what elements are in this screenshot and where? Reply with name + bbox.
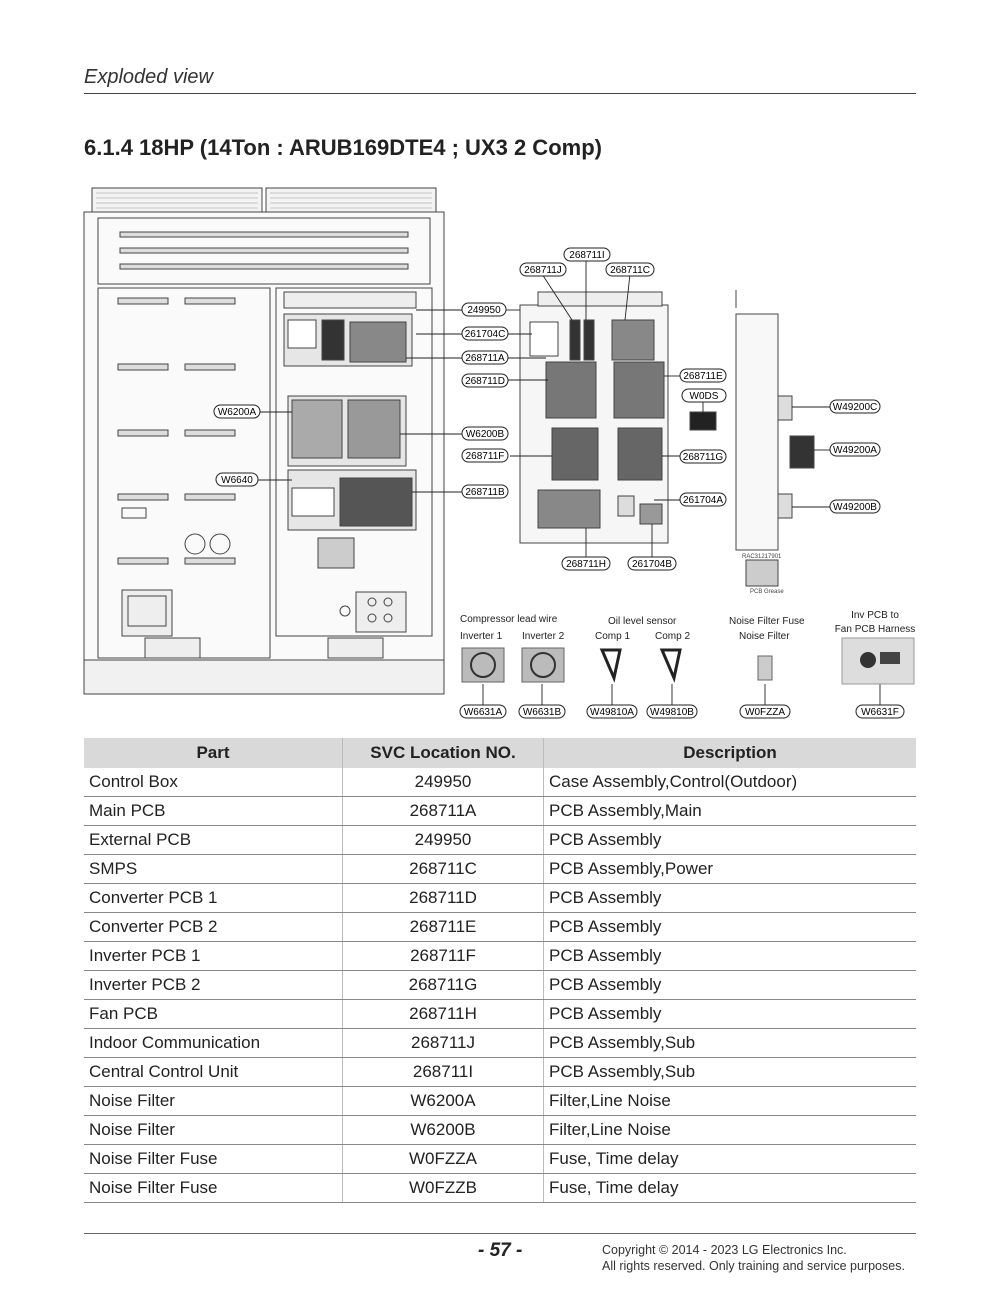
svc-location-cell: 268711E [343,913,544,942]
part-cell: Converter PCB 1 [84,884,343,913]
svg-text:W6631F: W6631F [861,707,899,718]
callout-W49200B [830,500,880,513]
part-cell: External PCB [84,826,343,855]
copyright-notice [602,1242,905,1274]
callout-W49200C [830,400,880,413]
callout-W6631F [856,705,904,718]
callout-W0DS [682,389,726,402]
inv-pcb-harness-label-1: Inv PCB to [851,610,899,621]
table-row [84,855,916,884]
svg-text:268711B: 268711B [465,487,505,498]
column-header-part: Part [84,738,343,768]
svc-location-cell: 249950 [343,826,544,855]
description-cell: Case Assembly,Control(Outdoor) [544,768,917,797]
callout-268711G [680,450,726,463]
table-row [84,768,916,797]
callout-249950 [462,303,506,316]
part-cell: Noise Filter [84,1116,343,1145]
table-row [84,797,916,826]
svc-location-cell: 268711C [343,855,544,884]
callout-W6640 [216,473,258,486]
callout-W6631A [460,705,506,718]
section-header: Exploded view [84,66,213,88]
callout-W0FZZA [740,705,790,718]
callout-268711C [606,263,654,276]
callout-261704A [680,493,726,506]
description-cell: Fuse, Time delay [544,1174,917,1203]
description-cell: PCB Assembly,Power [544,855,917,884]
table-row [84,1174,916,1203]
column-header-description: Description [544,738,917,768]
svg-text:W49810B: W49810B [650,707,694,718]
part-cell: Central Control Unit [84,1058,343,1087]
part-cell: Main PCB [84,797,343,826]
svc-location-cell: 268711F [343,942,544,971]
copyright-line-2: All rights reserved. Only training and service purposes. [602,1259,905,1273]
svg-text:W6640: W6640 [221,475,253,486]
description-cell: PCB Assembly,Main [544,797,917,826]
table-row [84,1058,916,1087]
part-cell: Control Box [84,768,343,797]
table-row [84,826,916,855]
part-cell: SMPS [84,855,343,884]
svc-location-cell: 268711A [343,797,544,826]
svc-location-cell: W6200B [343,1116,544,1145]
svg-text:268711I: 268711I [569,250,605,261]
comp2-label: Comp 2 [655,631,691,642]
part-cell: Noise Filter Fuse [84,1145,343,1174]
table-row [84,971,916,1000]
copyright-line-1: Copyright © 2014 - 2023 LG Electronics Inc. [602,1243,847,1257]
callout-268711F [462,449,508,462]
svg-text:268711J: 268711J [524,265,562,276]
svg-text:W49200A: W49200A [833,445,877,456]
description-cell: PCB Assembly [544,913,917,942]
description-cell: PCB Assembly [544,1000,917,1029]
svc-location-cell: 268711D [343,884,544,913]
svg-text:W6200A: W6200A [217,407,257,418]
oil-level-sensor-label: Oil level sensor [608,616,677,627]
page-title: 6.1.4 18HP (14Ton : ARUB169DTE4 ; UX3 2 Comp) [84,135,602,160]
svg-text:W6631A: W6631A [463,707,503,718]
inverter2-label: Inverter 2 [522,631,565,642]
svg-text:268711G: 268711G [682,452,724,463]
table-row [84,1116,916,1145]
svc-location-cell: 268711G [343,971,544,1000]
part-cell: Noise Filter Fuse [84,1174,343,1203]
svg-text:268711A: 268711A [465,353,505,364]
pcb-grease-label: PCB Grease [750,589,784,595]
description-cell: PCB Assembly,Sub [544,1029,917,1058]
part-cell: Indoor Communication [84,1029,343,1058]
svg-text:261704A: 261704A [682,495,724,506]
parts-table [84,738,916,1203]
part-cell: Inverter PCB 2 [84,971,343,1000]
callout-268711J [520,263,566,276]
description-cell: PCB Assembly,Sub [544,1058,917,1087]
callout-268711D [462,374,508,387]
svg-text:W49810A: W49810A [590,707,634,718]
description-cell: Fuse, Time delay [544,1145,917,1174]
svg-text:268711H: 268711H [566,559,606,570]
svc-location-cell: 268711H [343,1000,544,1029]
table-row [84,1029,916,1058]
callout-268711B [462,485,508,498]
svg-text:W6631B: W6631B [522,707,562,718]
callout-W49810B [647,705,697,718]
outdoor-unit-drawing [84,188,444,694]
description-cell: Filter,Line Noise [544,1087,917,1116]
noise-filter-label: Noise Filter [739,631,790,642]
comp1-label: Comp 1 [595,631,631,642]
table-row [84,1000,916,1029]
svg-text:261704B: 261704B [631,559,673,570]
accessory-images [462,638,914,684]
noise-filter-fuse-label: Noise Filter Fuse [729,616,805,627]
svg-text:268711D: 268711D [465,376,505,387]
svc-location-cell: W0FZZB [343,1174,544,1203]
part-cell: Inverter PCB 1 [84,942,343,971]
table-row [84,913,916,942]
svc-location-cell: 268711I [343,1058,544,1087]
svg-text:W6200B: W6200B [465,429,505,440]
callout-W49810A [587,705,637,718]
grease-code-label: RAC31217901 [742,554,782,560]
side-panel-drawing [736,290,814,586]
svg-text:268711E: 268711E [683,371,723,382]
column-header-svc-location: SVC Location NO. [343,738,544,768]
callout-W6631B [519,705,565,718]
accessory-labels [460,610,915,642]
inv-pcb-harness-label-2: Fan PCB Harness [834,624,916,635]
svg-text:W49200B: W49200B [833,502,877,513]
table-header-row [84,738,916,768]
description-cell: PCB Assembly [544,826,917,855]
compressor-lead-wire-label: Compressor lead wire [460,614,558,625]
callout-261704C [462,327,508,340]
part-cell: Noise Filter [84,1087,343,1116]
callout-W49200A [830,443,880,456]
table-row [84,942,916,971]
svg-text:268711C: 268711C [610,265,650,276]
page-number: - 57 - [478,1240,523,1261]
svg-text:W49200C: W49200C [832,402,878,413]
table-row [84,1087,916,1116]
callout-W6200A [214,405,260,418]
part-cell: Converter PCB 2 [84,913,343,942]
part-cell: Fan PCB [84,1000,343,1029]
callout-W6200B [462,427,508,440]
description-cell: Filter,Line Noise [544,1116,917,1145]
callout-268711E [680,369,726,382]
svg-text:268711F: 268711F [465,451,505,462]
footer-divider [84,1233,916,1234]
svg-text:W0FZZA: W0FZZA [745,707,785,718]
svg-text:261704C: 261704C [464,329,506,340]
description-cell: PCB Assembly [544,971,917,1000]
description-cell: PCB Assembly [544,884,917,913]
svc-location-cell: 249950 [343,768,544,797]
svc-location-cell: W6200A [343,1087,544,1116]
svg-text:W0DS: W0DS [689,391,719,402]
svg-text:249950: 249950 [467,305,501,316]
callout-268711A [462,351,508,364]
inverter1-label: Inverter 1 [460,631,503,642]
svc-location-cell: W0FZZA [343,1145,544,1174]
callout-268711I [564,248,610,261]
description-cell: PCB Assembly [544,942,917,971]
callout-268711H [562,557,610,570]
table-row [84,1145,916,1174]
table-row [84,884,916,913]
svc-location-cell: 268711J [343,1029,544,1058]
callout-261704B [628,557,676,570]
